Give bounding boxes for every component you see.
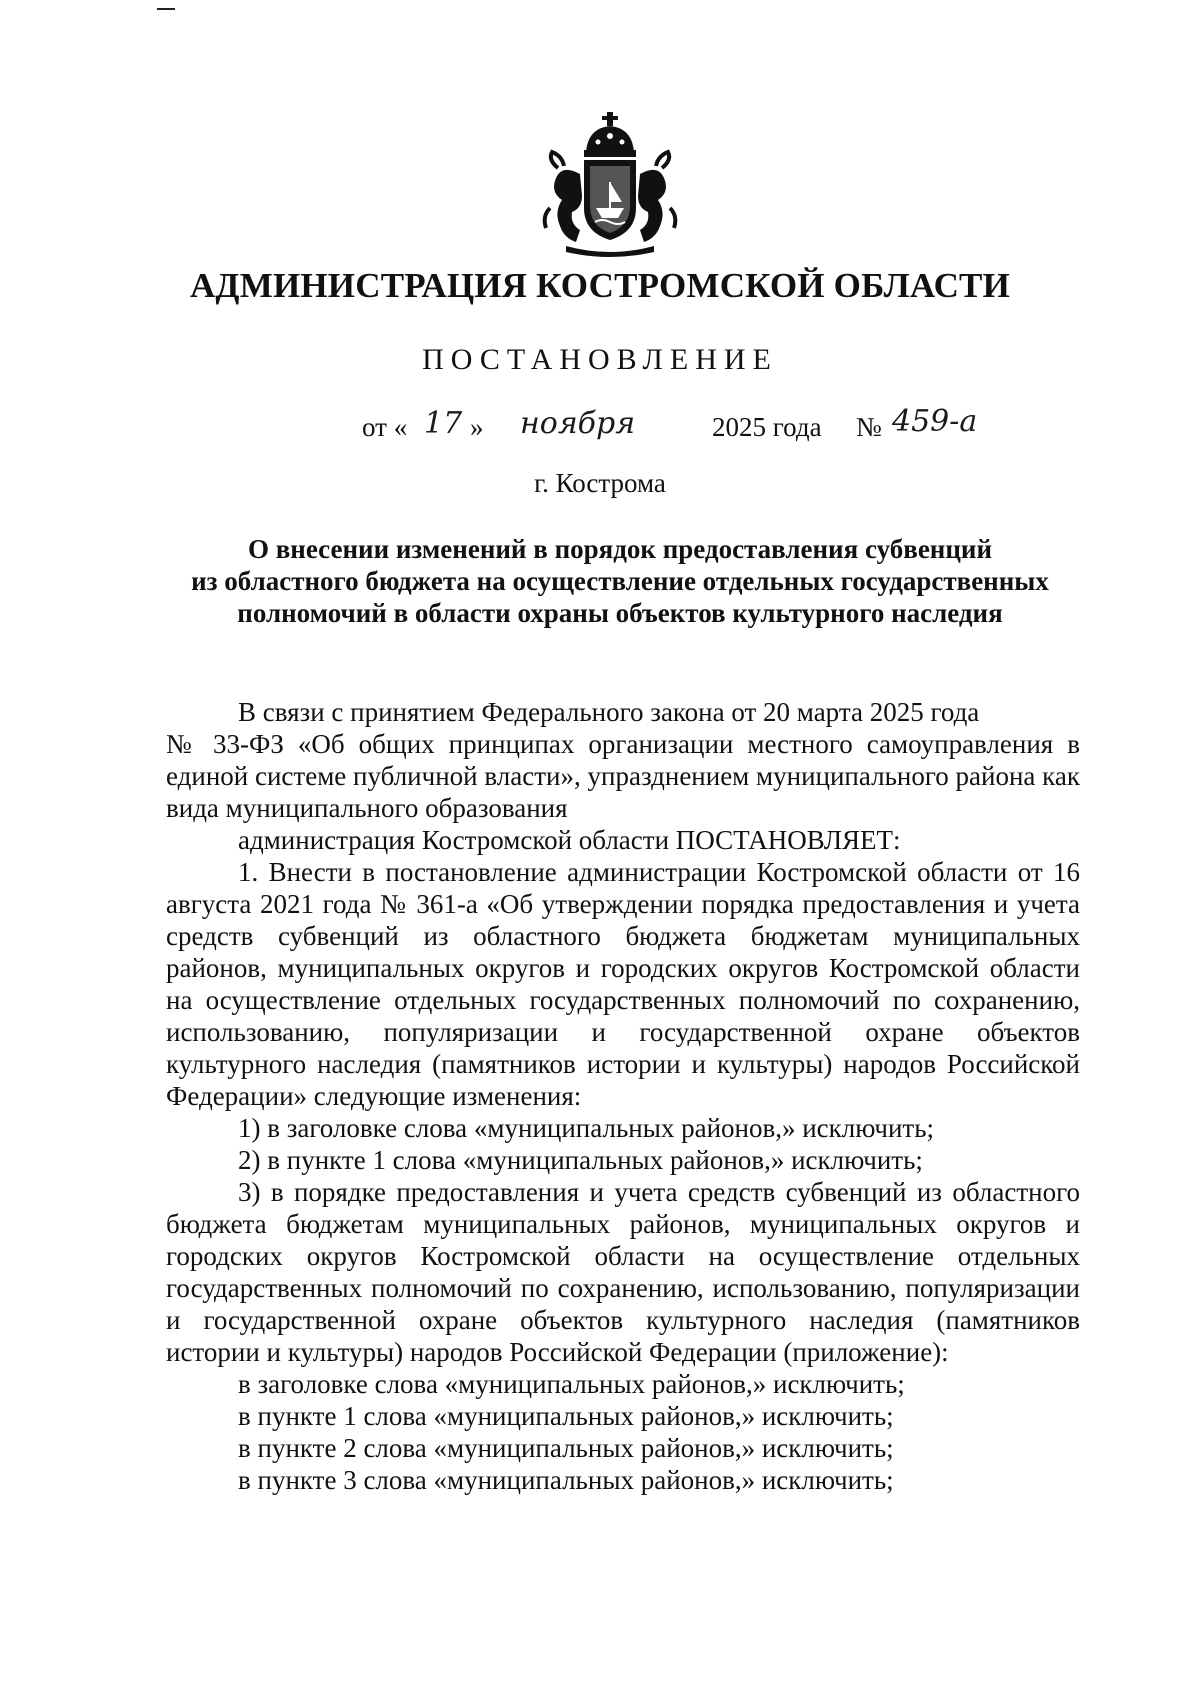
paragraph-subitem-2: 2) в пункте 1 слова «муниципальных районов,» исключить; <box>238 1145 923 1175</box>
paragraph-preamble-first-line: В связи с принятием Федерального закона от 20 марта 2025 года <box>238 697 980 727</box>
paragraph-resolves: администрация Костромской области ПОСТАНОВЛЯЕТ: <box>238 825 901 855</box>
date-year: 2025 года <box>712 412 822 442</box>
number-sign: № <box>856 412 882 442</box>
coat-of-arms-emblem <box>540 112 680 260</box>
heading-line: из областного бюджета на осуществление отдельных государственных <box>191 566 1049 596</box>
paragraph-change-point-2: в пункте 2 слова «муниципальных районов,» исключить; <box>238 1433 894 1463</box>
handwritten-number: 459-а <box>892 404 978 439</box>
date-close-quote: » <box>470 412 484 442</box>
paragraph-subitem-3: 3) в порядке предоставления и учета средств субвенций из областного бюджета бюджетам муниципальных районов, муниципальных округов и городских округов Костромской области на осуществление отдельных государственных полномочий по сохранению, использованию, популяризации и государственной охране объектов культурного наследия (памятников истории и культуры) народов Российской Федерации (приложение): <box>166 1177 1080 1367</box>
heading-line: О внесении изменений в порядок предоставления субвенций <box>247 534 993 564</box>
paragraph-item-1: 1. Внести в постановление администрации Костромской области от 16 августа 2021 года № 361-а «Об утверждении порядка предоставления и учета средств субвенций из областного бюджета бюджетам муниципальных районов, муниципальных округов и городских округов Костромской области на осуществление отдельных государственных полномочий по сохранению, использованию, популяризации и государственной охране объектов культурного наследия (памятников истории и культуры) народов Российской Федерации» следующие изменения: <box>166 857 1080 1111</box>
document-body <box>166 696 1080 1496</box>
date-prefix: от « <box>362 412 408 442</box>
scan-artifact <box>157 8 175 10</box>
date-number-line <box>0 400 1200 450</box>
handwritten-day: 17 <box>424 406 463 441</box>
city-line: г. Кострома <box>534 468 666 498</box>
paragraph-subitem-1: 1) в заголовке слова «муниципальных районов,» исключить; <box>238 1113 935 1143</box>
paragraph-preamble: № 33-ФЗ «Об общих принципах организации местного самоуправления в единой системе публичной власти», упразднением муниципального района как вида муниципального образования <box>166 729 1080 823</box>
paragraph-change-point-1: в пункте 1 слова «муниципальных районов,» исключить; <box>238 1401 894 1431</box>
document-heading <box>160 533 1080 629</box>
handwritten-month: ноября <box>520 406 636 441</box>
organization-title: АДМИНИСТРАЦИЯ КОСТРОМСКОЙ ОБЛАСТИ <box>189 266 1011 305</box>
paragraph-change-point-3: в пункте 3 слова «муниципальных районов,» исключить; <box>238 1465 894 1495</box>
document-type: ПОСТАНОВЛЕНИЕ <box>422 343 778 376</box>
heading-line: полномочий в области охраны объектов культурного наследия <box>237 598 1003 628</box>
paragraph-change-title: в заголовке слова «муниципальных районов,» исключить; <box>238 1369 905 1399</box>
